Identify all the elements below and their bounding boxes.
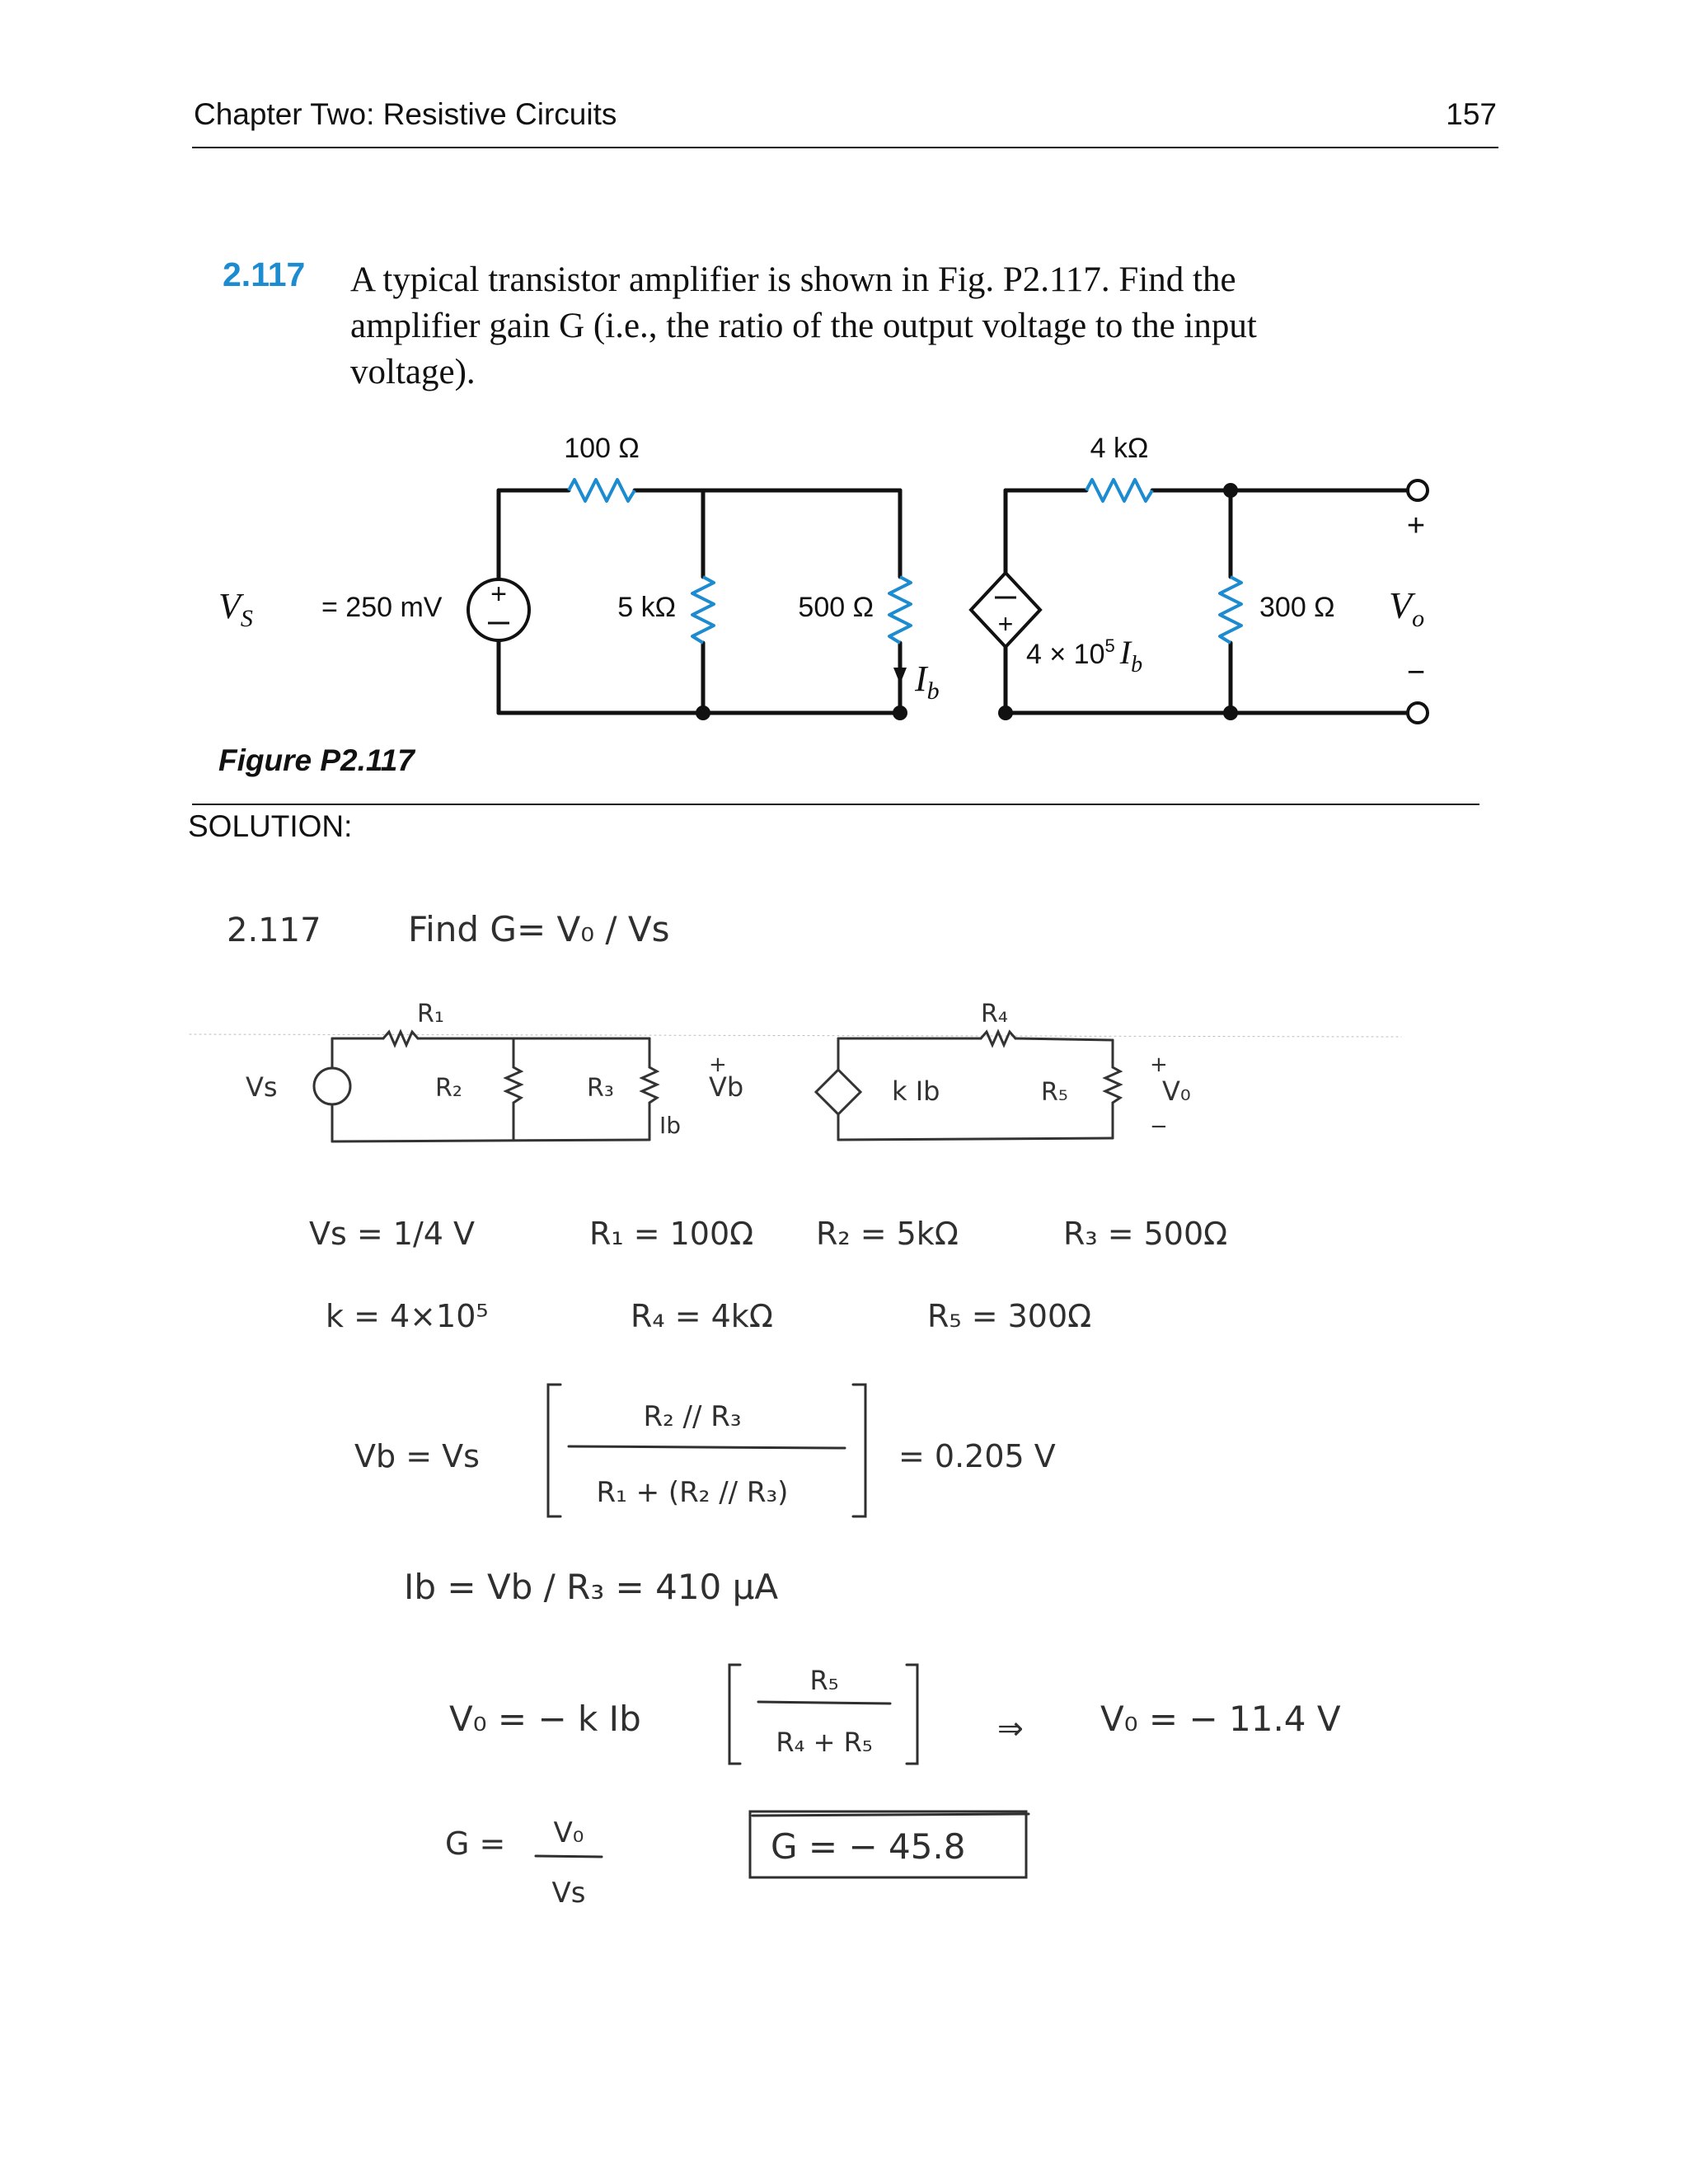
source-symbol-label: $V_S$ <box>218 586 253 632</box>
circuit-figure <box>0 429 1688 742</box>
sketch-r4: R₄ <box>981 1000 1008 1029</box>
r3-label: 500 Ω <box>798 592 874 623</box>
svg-text:+: + <box>490 579 507 610</box>
output-minus-sign: − <box>1406 655 1426 690</box>
hand-k-value: k = 4×10⁵ <box>326 1298 489 1334</box>
sketch-r3: R₃ <box>587 1074 614 1103</box>
dependent-source-icon <box>971 573 1040 647</box>
sketch-k: k Ib <box>892 1076 940 1107</box>
sketch-ib: Ib <box>659 1112 682 1139</box>
r4-label: 4 kΩ <box>1090 433 1149 464</box>
r5-label: 300 Ω <box>1259 592 1335 623</box>
sketch-r2: R₂ <box>435 1074 462 1103</box>
hand-r4-value: R₄ = 4kΩ <box>631 1298 773 1334</box>
hand-ib-equation: Ib = Vb / R₃ = 410 μA <box>404 1567 779 1607</box>
problem-number: 2.117 <box>223 255 306 293</box>
hand-heading-text: Find G= V₀ / Vs <box>408 909 670 949</box>
output-terminal-plus <box>1408 480 1428 500</box>
hand-r2-value: R₂ = 5kΩ <box>816 1216 959 1252</box>
current-arrow-icon <box>893 647 907 684</box>
hand-g-lhs: G = <box>445 1825 506 1862</box>
r2-label: 5 kΩ <box>617 592 676 623</box>
hand-g-result: G = − 45.8 <box>771 1826 966 1867</box>
svg-text:−: − <box>1150 1114 1168 1139</box>
source-value-label: = 250 mV <box>321 592 443 623</box>
header-divider <box>192 147 1498 148</box>
output-plus-sign: + <box>1406 509 1426 543</box>
hand-vb-numerator: R₂ // R₃ <box>643 1400 742 1433</box>
svg-text:+: + <box>997 609 1014 639</box>
hand-vb-result: = 0.205 V <box>898 1438 1056 1474</box>
svg-text:+: + <box>709 1052 727 1077</box>
problem-statement: A typical transistor amplifier is shown in Fig. P2.117. Find the amplifier gain G (i.e., the ratio of the output voltage to the input voltage). <box>350 260 1257 391</box>
voltage-source-icon <box>468 579 529 640</box>
sketch-vo: V₀ <box>1162 1076 1191 1107</box>
sketch-r1: R₁ <box>417 1000 444 1029</box>
sketch-vb: Vb <box>709 1071 744 1103</box>
hand-r1-value: R₁ = 100Ω <box>589 1216 754 1252</box>
r1-label: 100 Ω <box>564 433 640 464</box>
hand-r3-value: R₃ = 500Ω <box>1063 1216 1228 1252</box>
hand-vs-value: Vs = 1/4 V <box>309 1216 476 1252</box>
hand-vo-denominator: R₄ + R₅ <box>776 1727 873 1758</box>
hand-vo-lhs: V₀ = − k Ib <box>449 1699 641 1739</box>
sketch-vs: Vs <box>246 1071 278 1103</box>
hand-vo-result: V₀ = − 11.4 V <box>1100 1699 1341 1739</box>
hand-vo-numerator: R₅ <box>809 1665 839 1696</box>
solution-divider <box>192 804 1479 805</box>
sketch-r5: R₅ <box>1041 1078 1068 1107</box>
svg-text:+: + <box>1150 1052 1168 1077</box>
hand-g-numerator: V₀ <box>553 1816 584 1849</box>
output-terminal-minus <box>1408 703 1428 723</box>
handwritten-solution <box>0 890 1688 1961</box>
vo-label: $V_o$ <box>1389 584 1425 632</box>
hand-heading-number: 2.117 <box>227 912 321 949</box>
hand-vb-denominator: R₁ + (R₂ // R₃) <box>596 1476 789 1509</box>
hand-implies-arrow: ⇒ <box>997 1710 1024 1746</box>
hand-g-denominator: Vs <box>551 1877 586 1910</box>
ib-label: $I_b$ <box>915 658 940 705</box>
hand-vb-lhs: Vb = Vs <box>354 1438 480 1474</box>
chapter-title: Chapter Two: Resistive Circuits <box>194 97 617 131</box>
figure-caption: Figure P2.117 <box>218 743 415 777</box>
hand-r5-value: R₅ = 300Ω <box>927 1298 1092 1334</box>
dep-source-label: $4 \times 10^5$ $I_b$ <box>1026 634 1143 677</box>
page-number: 157 <box>1446 97 1497 131</box>
solution-label: SOLUTION: <box>188 809 353 843</box>
